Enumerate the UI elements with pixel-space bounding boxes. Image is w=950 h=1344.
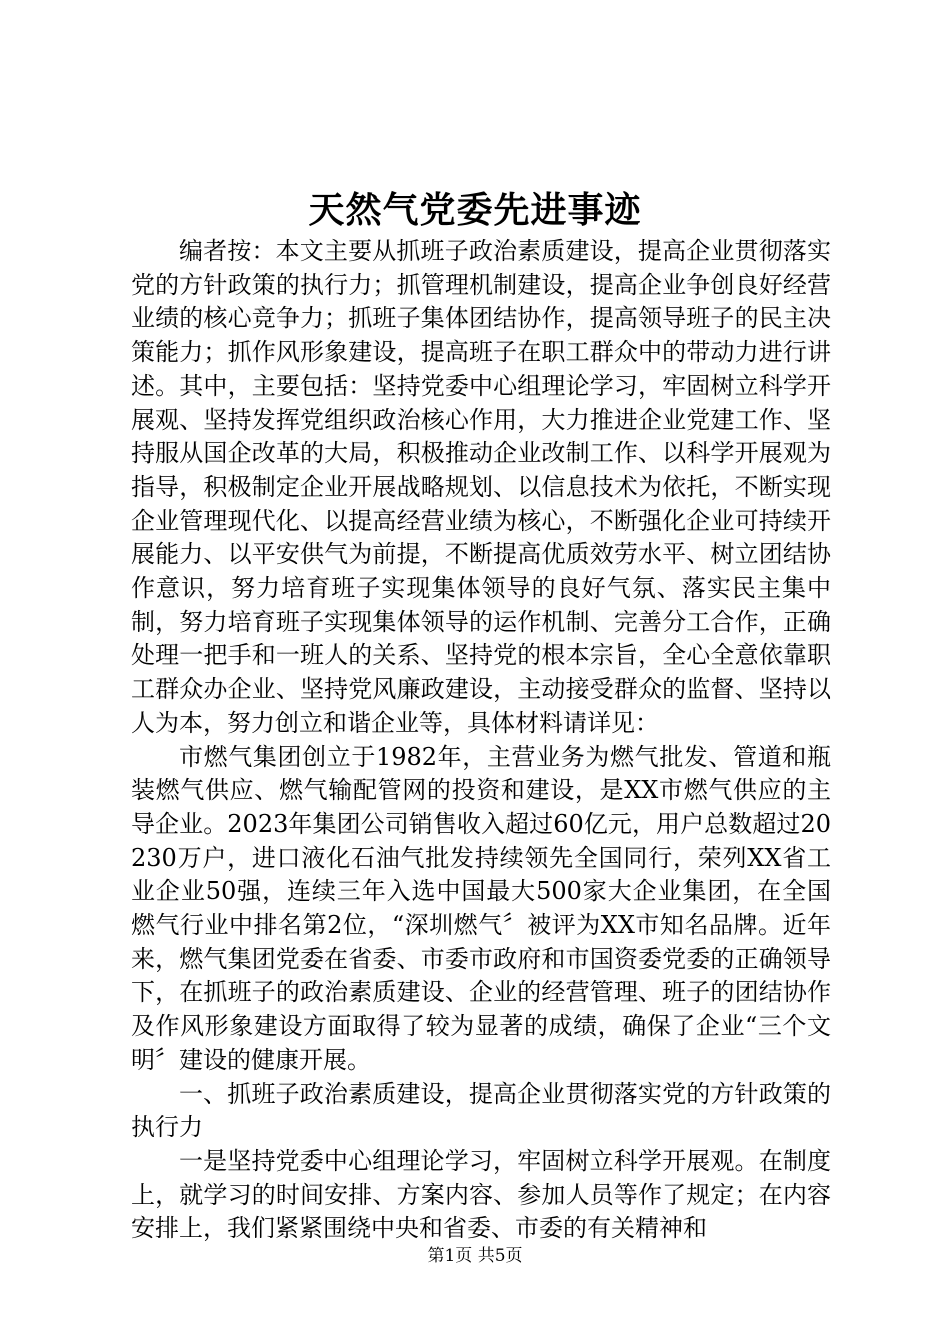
document-body [131,235,831,1246]
paragraph-company-intro: 市燃气集团创立于1982年，主营业务为燃气批发、管道和瓶装燃气供应、燃气输配管网的投资和建设，是XX市燃气供应的主导企业。2023年集团公司销售收入超过60亿元，用户总数超过20230万户，进口液化石油气批发持续领先全国同行，荣列XX省工业企业50强，连续三年入选中国最大500家大企业集团，在全国燃气行业中排名第2位，“深圳燃气〞被评为XX市知名品牌。近年来，燃气集团党委在省委、市委市政府和市国资委党委的正确领导下，在抓班子的政治素质建设、企业的经营管理、班子的团结协作及作风形象建设方面取得了较为显著的成绩，确保了企业“三个文明〞建设的健康开展。 [131,742,831,1074]
page-footer: 第1页 共5页 [427,1246,523,1266]
section-heading: 一、抓班子政治素质建设，提高企业贯彻落实党的方针政策的执行力 [131,1079,831,1142]
paragraph-editor-note: 编者按：本文主要从抓班子政治素质建设，提高企业贯彻落实党的方针政策的执行力；抓管理机制建设，提高企业争创良好经营业绩的核心竞争力；抓班子集体团结协作，提高领导班子的民主决策能力；抓作风形象建设，提高班子在职工群众中的带动力进行讲述。其中，主要包括：坚持党委中心组理论学习，牢固树立科学开展观、坚持发挥党组织政治核心作用，大力推进企业党建工作、坚持服从国企改革的大局，积极推动企业改制工作、以科学开展观为指导，积极制定企业开展战略规划、以信息技术为依托，不断实现企业管理现代化、以提高经营业绩为核心，不断强化企业可持续开展能力、以平安供气为前提，不断提高优质效劳水平、树立团结协作意识，努力培育班子实现集体领导的良好气氛、落实民主集中制，努力培育班子实现集体领导的运作机制、完善分工合作，正确处理一把手和一班人的关系、坚持党的根本宗旨，全心全意依靠职工群众办企业、坚持党风廉政建设，主动接受群众的监督、坚持以人为本，努力创立和谐企业等，具体材料请详见： [131,237,831,737]
document-title: 天然气党委先进事迹 [308,189,642,231]
paragraph-study: 一是坚持党委中心组理论学习，牢固树立科学开展观。在制度上，就学习的时间安排、方案内容、参加人员等作了规定；在内容安排上，我们紧紧围绕中央和省委、市委的有关精神和 [131,1146,831,1243]
